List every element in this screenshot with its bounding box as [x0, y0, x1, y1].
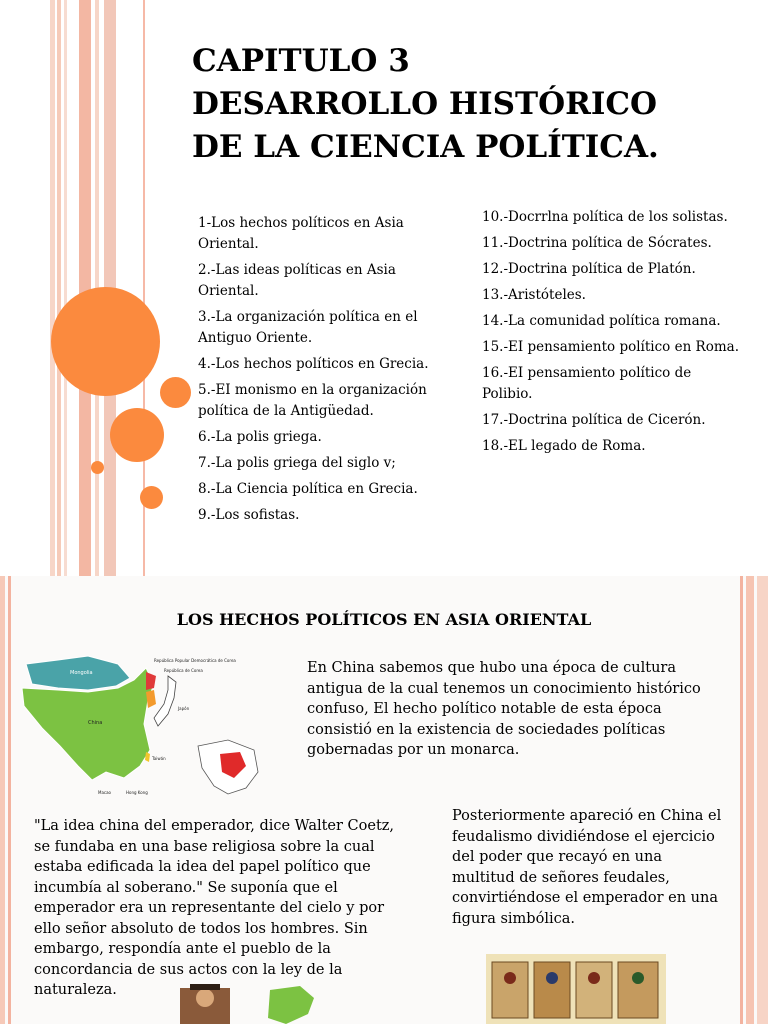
toc-item: 14.-La comunidad política romana. — [482, 313, 721, 329]
toc-item: 1-Los hechos políticos en Asia Oriental. — [198, 215, 404, 252]
east-asia-map — [18, 654, 263, 809]
toc-item: 9.-Los sofistas. — [198, 507, 300, 523]
toc-item: 17.-Doctrina política de Cicerón. — [482, 412, 706, 428]
toc-item: 2.-Las ideas políticas en Asia Oriental. — [198, 262, 396, 299]
decorative-circle — [110, 408, 164, 462]
toc-item: 16.-EI pensamiento político de Polibio. — [482, 365, 692, 402]
paragraph-emperor-idea: "La idea china del emperador, dice Walter Coetz, se fundaba en una base religiosa sobre la cual estaba edificada la idea del papel político que incumbía al soberano." Se suponía que el emperador era un representante del cielo y por ello señor absoluto de todos los hombres. Sin embargo, respondía ante el pueblo de la concordancia de sus actos con la ley de la naturaleza. — [34, 818, 395, 998]
map-label-hong-kong: Hong Kong — [126, 790, 148, 795]
toc-right-column — [482, 207, 742, 462]
toc-item: 8.-La Ciencia política en Grecia. — [198, 481, 418, 497]
map-label-macau: Macao — [98, 790, 111, 795]
title-line: DE LA CIENCIA POLÍTICA. — [192, 129, 659, 165]
left-stripe — [8, 576, 11, 1024]
decorative-circle — [51, 287, 160, 396]
chapter-title — [192, 40, 732, 169]
left-stripe — [0, 576, 5, 1024]
toc-item: 4.-Los hechos políticos en Grecia. — [198, 356, 429, 372]
toc-item: 3.-La organización política en el Antiguo Oriente. — [198, 309, 418, 346]
map-label-japan: Japón — [178, 706, 190, 711]
feudal-lords-illustration — [486, 954, 666, 1024]
japan-region — [154, 676, 176, 726]
right-stripe — [757, 576, 768, 1024]
left-stripe — [79, 0, 91, 576]
left-stripe — [57, 0, 61, 576]
right-stripe — [740, 576, 743, 1024]
toc-item: 7.-La polis griega del siglo v; — [198, 455, 396, 471]
left-stripe — [64, 0, 67, 576]
toc-item: 10.-Docrrlna política de los solistas. — [482, 209, 728, 225]
paragraph-feudalism: Posteriormente apareció en China el feudalismo dividiéndose el ejercicio del poder que recayó en una multitud de señores feudales, convirtiéndose el emperador en una figura simbólica. — [452, 808, 722, 927]
map-label-korea-north: República Popular Democrática de Corea — [154, 658, 236, 663]
toc-item: 11.-Doctrina política de Sócrates. — [482, 235, 712, 251]
toc-item: 15.-EI pensamiento político en Roma. — [482, 339, 739, 355]
paragraph-china-ancient: En China sabemos que hubo una época de cultura antigua de la cual tenemos un conocimiento histórico confuso, El hecho político notable de esta época consistió en la existencia de sociedades políticas gobernadas por un monarca. — [307, 660, 701, 758]
decorative-circle — [91, 461, 104, 474]
right-stripe — [746, 576, 754, 1024]
map-label-taiwan: Taiwán — [152, 756, 166, 761]
emperor-portrait-image — [180, 984, 320, 1024]
decorative-circle — [160, 377, 191, 408]
toc-item: 13.-Aristóteles. — [482, 287, 586, 303]
toc-item: 18.-EL legado de Roma. — [482, 438, 646, 454]
title-line: DESARROLLO HISTÓRICO — [192, 86, 658, 122]
toc-left-column — [198, 213, 460, 531]
section-heading: LOS HECHOS POLÍTICOS EN ASIA ORIENTAL — [176, 610, 592, 629]
map-label-china: China — [88, 720, 103, 726]
slide-asia-oriental — [0, 576, 768, 1024]
map-label-mongolia: Mongolia — [70, 670, 93, 676]
decorative-circle — [140, 486, 163, 509]
map-label-korea-south: República de Corea — [164, 668, 203, 673]
toc-item: 6.-La polis griega. — [198, 429, 322, 445]
left-stripe — [50, 0, 55, 576]
north-korea-region — [146, 672, 156, 690]
toc-item: 5.-EI monismo en la organización política de la Antigüedad. — [198, 382, 427, 419]
toc-item: 12.-Doctrina política de Platón. — [482, 261, 696, 277]
title-line: CAPITULO 3 — [192, 43, 410, 79]
